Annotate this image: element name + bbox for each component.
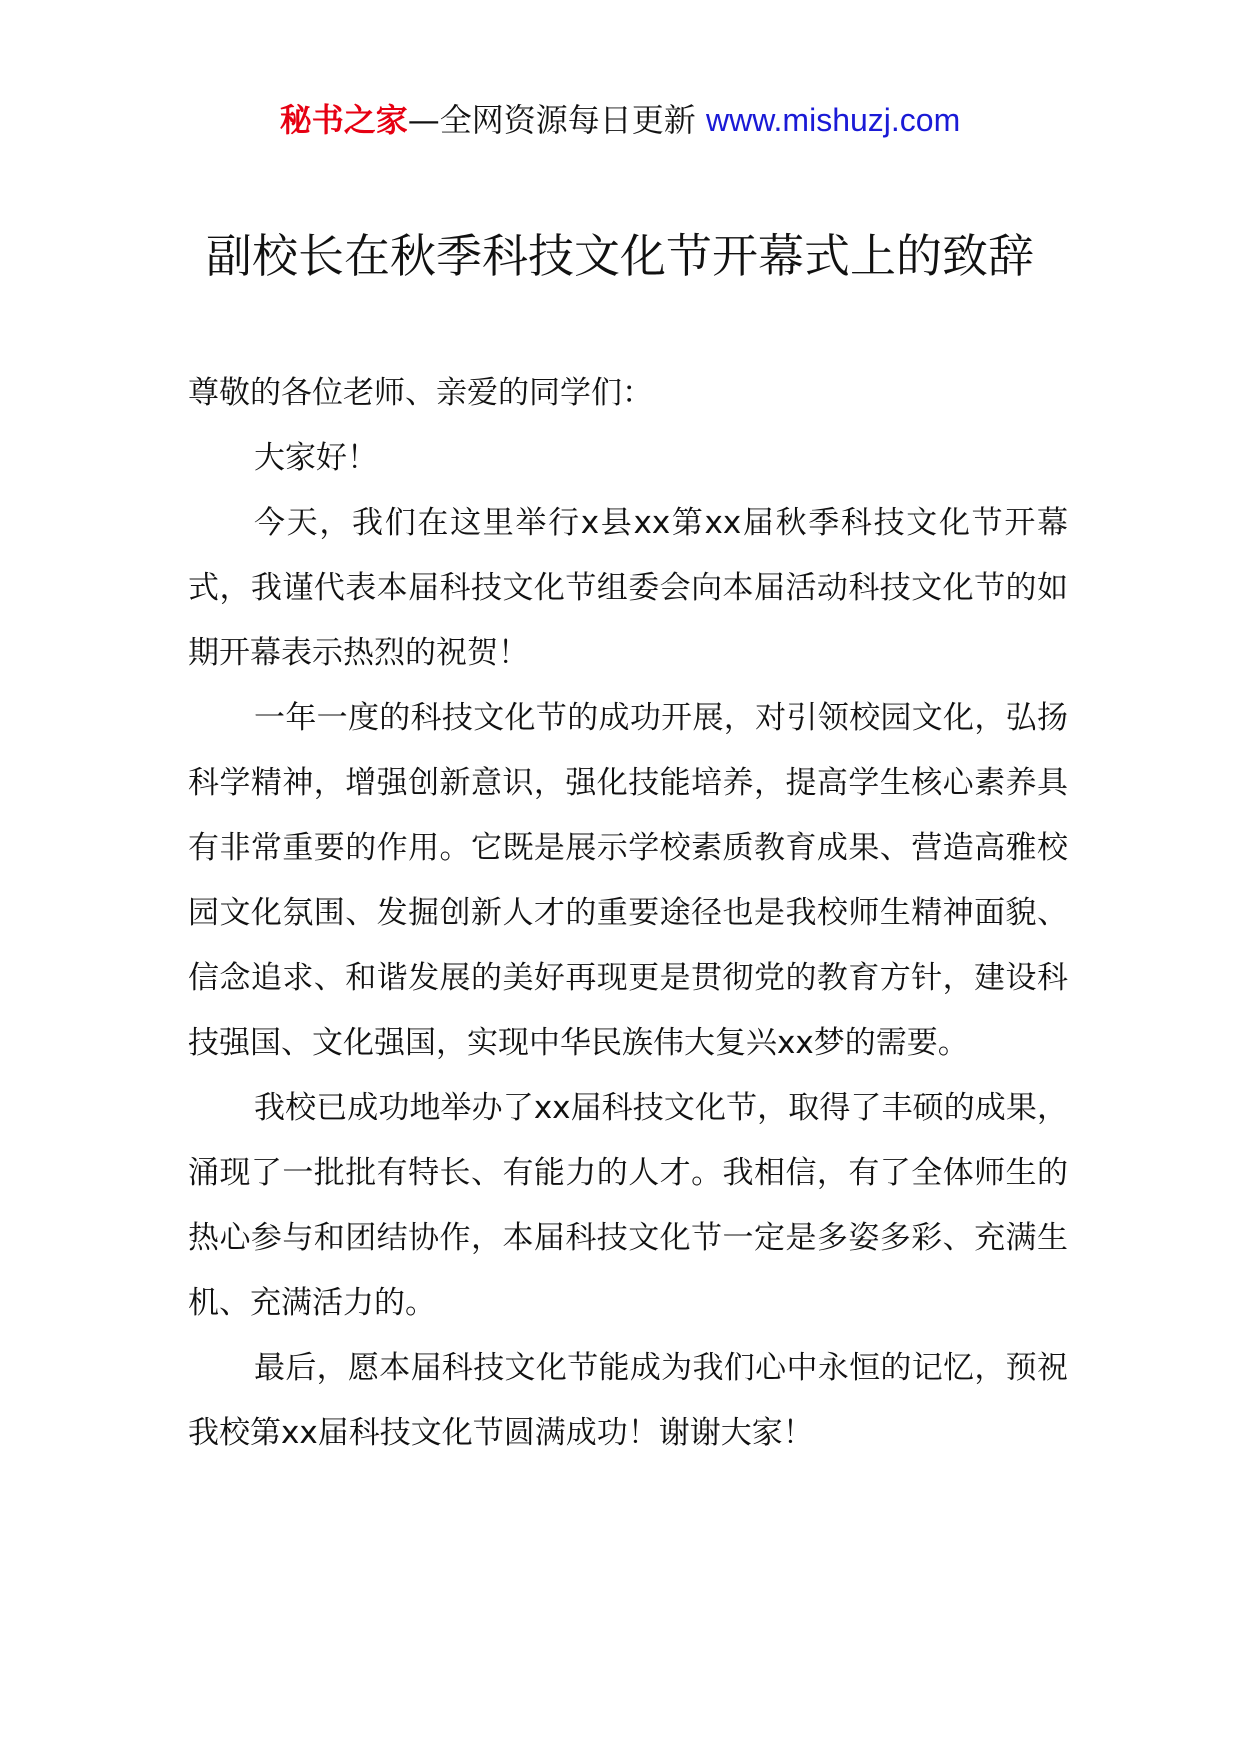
paragraph-opening: 今天，我们在这里举行x县xx第xx届秋季科技文化节开幕式，我谨代表本届科技文化节组委会向本届活动科技文化节的如期开幕表示热烈的祝贺！ (188, 505, 1068, 671)
site-url-link[interactable]: www.mishuzj.com (705, 102, 961, 138)
salutation: 尊敬的各位老师、亲爱的同学们： (188, 375, 653, 411)
site-header (0, 98, 1240, 142)
header-tagline: —全网资源每日更新 (407, 101, 696, 139)
brand-name: 秘书之家 (279, 101, 408, 139)
paragraph-greeting: 大家好！ (254, 440, 378, 476)
paragraph-achievements: 我校已成功地举办了xx届科技文化节，取得了丰硕的成果，涌现了一批批有特长、有能力的人才。我相信，有了全体师生的热心参与和团结协作，本届科技文化节一定是多姿多彩、充满生机、充满活力的。 (188, 1090, 1068, 1321)
document-body (188, 361, 1068, 1466)
paragraph-closing: 最后，愿本届科技文化节能成为我们心中永恒的记忆，预祝我校第xx届科技文化节圆满成功！谢谢大家！ (188, 1350, 1068, 1451)
paragraph-significance: 一年一度的科技文化节的成功开展，对引领校园文化，弘扬科学精神，增强创新意识，强化技能培养，提高学生核心素养具有非常重要的作用。它既是展示学校素质教育成果、营造高雅校园文化氛围、发掘创新人才的重要途径也是我校师生精神面貌、信念追求、和谐发展的美好再现更是贯彻党的教育方针，建设科技强国、文化强国，实现中华民族伟大复兴xx梦的需要。 (188, 700, 1068, 1061)
document-title: 副校长在秋季科技文化节开幕式上的致辞 (206, 229, 1034, 283)
